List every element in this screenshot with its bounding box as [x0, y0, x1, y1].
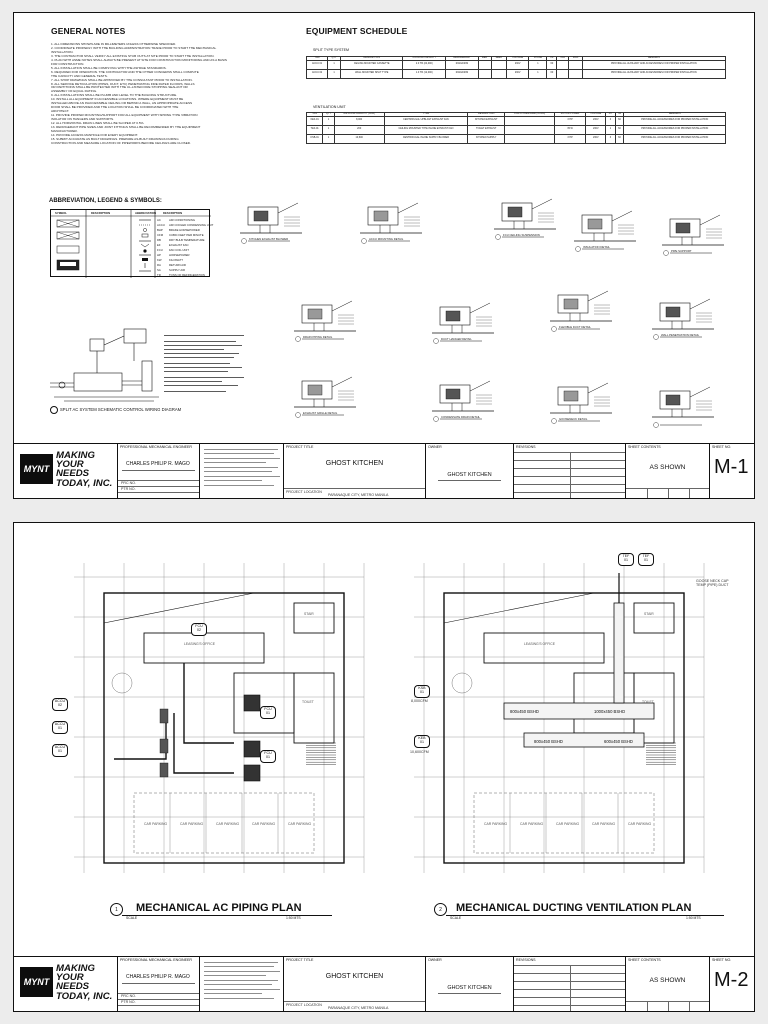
- room-label: CAR PARKING: [180, 822, 204, 826]
- detail-drawing: [360, 203, 422, 244]
- plan-right-title: MECHANICAL DUCTING VENTILATION PLAN: [456, 902, 692, 914]
- table-header-cell: REMARKS: [624, 113, 726, 117]
- plan-right-scale: 1:50 MTS: [686, 916, 701, 920]
- detail-drawing: [662, 215, 724, 256]
- tag-fcu-01-b: FCU 01: [260, 750, 276, 763]
- table-cell: CENTRIFUGAL INLINE SUPPLY BLOWER: [384, 134, 468, 143]
- general-note-item: 12. ALL HORIZONTAL DRAIN LINES SHALL BE SLOPED AT 0.5%.: [51, 121, 145, 126]
- table-cell: [505, 134, 555, 143]
- legend-description: SUPPLY AIR: [169, 268, 186, 272]
- general-note-item: ARCHITECT.: [51, 109, 70, 114]
- wiring-diagram-caption: [50, 406, 181, 414]
- table-header-cell: PH: [606, 113, 615, 117]
- sheet-contents: AS SHOWN: [649, 464, 686, 471]
- table-cell: [491, 69, 506, 78]
- slogan-line-2: YOUR: [56, 459, 84, 471]
- table-cell: 60: [615, 134, 624, 143]
- room-label: CAR PARKING: [628, 822, 652, 826]
- table-header-cell: AIR FLOW CAPACITY (CFM): [334, 113, 384, 117]
- general-note-item: ISOLATOR ON HANGERS AND SUPPORTS.: [51, 117, 114, 122]
- general-note-item: DOOR SHALL BE PROVIDED AND THE LOCATION SHALL BE COORDINATED WITH THE: [51, 105, 179, 110]
- table-row: [307, 125, 726, 134]
- plan-left-scale: 1:50 MTS: [286, 916, 301, 920]
- legend-description: TONS OF REFRIGERATION: [169, 273, 205, 277]
- table-header-cell: PHASE: [529, 57, 547, 61]
- tag-accu-02: ACCU 02: [52, 698, 68, 711]
- table-cell: WALL MOUNTED SPLIT TYPE: [340, 69, 402, 78]
- room-label: CAR PARKING: [520, 822, 544, 826]
- table-cell: 1: [328, 60, 341, 69]
- table-cell: 1: [323, 134, 334, 143]
- table-cell: 200: [334, 125, 384, 134]
- table-cell: [557, 69, 569, 78]
- table-cell: TEF-01: [307, 125, 323, 134]
- engineer-cell: [118, 444, 200, 498]
- general-note-item: MANUFACTURER.: [51, 128, 78, 133]
- legend-description: DRY BULB TEMPERATURE: [169, 238, 205, 242]
- detail-caption: ACCU MOUNTING DETAIL: [369, 237, 404, 241]
- detail-caption: WALL PENETRATION DETAIL: [661, 333, 700, 337]
- room-label: LEASING'S OFFICE: [524, 642, 555, 646]
- table-cell: PROVIDE ALL AUXILIARY AND ACCESSORIES FOR PROPER INSTALLATION: [582, 69, 725, 78]
- general-note-item: 9. ALL INSTALLATIONS SHALL BE PLUMB AND LEVEL TO THE BUILDING STRUCTURE.: [51, 93, 178, 98]
- table-header-cell: FLA: [557, 57, 569, 61]
- engineer-caption: PROFESSIONAL MECHANICAL ENGINEER: [120, 445, 193, 449]
- table-cell: 3: [606, 116, 615, 125]
- general-note-item: INSTALLATION.: [51, 49, 74, 54]
- legend-description: BRAKE HORSEPOWER: [169, 228, 200, 232]
- slogan-line-4: TODAY, INC.: [56, 477, 113, 489]
- legend-description: KILOWATT: [169, 258, 183, 262]
- company-logo-cell: [14, 957, 118, 1011]
- table-cell: [569, 60, 582, 69]
- detail-drawings-area: [232, 185, 744, 447]
- table-cell: KITCHEN EXHAUST: [468, 116, 505, 125]
- sheet-contents-cell: [626, 444, 710, 498]
- legend-abbreviation: AC: [157, 218, 161, 222]
- project-title-caption: PROJECT TITLE: [286, 445, 314, 449]
- general-note-item: 7. ALL SHOP DRAWINGS SHALL BE APPROVED BY THE CONSULTANT PRIOR TO INSTALLATION.: [51, 77, 193, 82]
- split-system-table: [306, 56, 726, 79]
- project-location-caption: PROJECT LOCATION: [286, 1003, 322, 1007]
- table-cell: 1: [323, 116, 334, 125]
- table-cell: 1: [323, 125, 334, 134]
- table-header-cell: QTY: [328, 57, 341, 61]
- duct-size-label: 800x450 BSHD: [510, 709, 539, 714]
- legend-abbreviation: TR: [157, 273, 161, 277]
- plan-right-bubble: 2: [434, 903, 447, 916]
- detail-caption: FCU CEILING SUSPENSION: [503, 233, 540, 237]
- table-cell: KSB-01: [307, 134, 323, 143]
- legend-description: RETURN AIR: [169, 263, 186, 267]
- legend-description: HORSEPOWER: [169, 253, 190, 257]
- wiring-caption-text: SPLIT AC SYSTEM SCHEMATIC CONTROL WIRING DIAGRAM: [60, 407, 182, 413]
- detail-drawing: [652, 299, 714, 340]
- detail-drawing: [550, 383, 612, 424]
- table-cell: 230V: [586, 116, 606, 125]
- table-cell: 230V: [506, 60, 529, 69]
- table-header-cell: QTY: [323, 113, 334, 117]
- detail-drawing: [240, 203, 302, 244]
- plan-right-scale-word: SCALE: [450, 916, 462, 920]
- table-cell: 230V: [586, 134, 606, 143]
- table-cell: PROVIDE ALL ACCESSORIES FOR PROPER INSTALLATION: [624, 134, 726, 143]
- duct-size-label: 800x450 BSHD: [534, 739, 563, 744]
- sheet-number: M-2: [714, 969, 749, 991]
- legend-abbreviation: RA: [157, 263, 161, 267]
- legend-abbreviation: FCU: [157, 248, 163, 252]
- table-cell: [505, 125, 555, 134]
- table-cell: 1: [529, 60, 547, 69]
- table-header-cell: EER: [478, 57, 491, 61]
- general-note-item: ASSEMBLY OF EQUAL RATING.: [51, 89, 97, 94]
- legend-col4-header: DESCRIPTION: [163, 211, 183, 215]
- title-block: [14, 443, 754, 498]
- ac-piping-plan-drawing: [74, 563, 374, 893]
- tag-accu-01: ACCU 01: [52, 721, 68, 734]
- company-logo-cell: [14, 444, 118, 498]
- engineer-name: CHARLES PHILIP R. MAGO: [126, 461, 190, 467]
- room-label: CAR PARKING: [288, 822, 312, 826]
- table-cell: R410A/R32: [446, 69, 479, 78]
- ptr-label: PTR NO.: [121, 487, 136, 491]
- table-cell: 230V: [506, 69, 529, 78]
- room-label: CAR PARKING: [556, 822, 580, 826]
- general-note-item: 3. THE CONTRACTOR SHALL VERIFY ALL EXISTING STUB OUTS AT SITE PRIOR TO START THE INSTALLATION.: [51, 53, 215, 58]
- detail-caption: FLEXIBLE DUCT DETAIL: [559, 325, 591, 329]
- general-note-item: 13. REFRIGERANT PIPE SIZES AND JOINT FITTINGS SHALL BE RECOMMENDED BY THE EQUIPMENT: [51, 125, 201, 130]
- legend-description: FAN COIL UNIT: [169, 248, 189, 252]
- revisions-caption: REVISIONS: [516, 958, 536, 962]
- company-logo: MYNT: [20, 967, 53, 997]
- legend-description: AIR COOLED CONDENSING UNIT: [169, 223, 214, 227]
- duct-size-label: 600x450 BSHD: [604, 739, 633, 744]
- detail-drawing: [294, 377, 356, 418]
- general-notes-heading: [51, 26, 125, 36]
- table-header-cell: MOTOR POWER: [554, 113, 585, 117]
- legend-abbreviation: HP: [157, 253, 161, 257]
- general-note-item: OR PARTITIONS SHALL BE PROTECTED WITH THE UL-LISTED FIRE STOPPING SEALANT OR: [51, 85, 188, 90]
- legend-abbreviation: SA: [157, 268, 161, 272]
- tag-tef-01: TEF 01: [618, 553, 634, 566]
- project-title-cell: [284, 957, 426, 1011]
- general-note-item: 6. REQUIRED FOR OPERATION. THE CONTRACTOR AND THE OTHER CONCERNS SHALL COMPUTE: [51, 69, 199, 74]
- general-note-item: 1. ALL DIMENSIONS SHOWN ARE IN MILLIMETERS UNLESS OTHERWISE SPECIFIED.: [51, 42, 177, 46]
- table-header-cell: SEER: [491, 57, 506, 61]
- table-cell: 1: [606, 125, 615, 134]
- legend-abbreviation: ACCU: [157, 223, 165, 227]
- prc-label: PRC NO.: [121, 481, 136, 485]
- engineer-caption: PROFESSIONAL MECHANICAL ENGINEER: [120, 958, 193, 962]
- ksb-cfm: 8,000CFM: [411, 699, 428, 703]
- table-cell: CENTRIFUGAL UPBLAST EXHAUST FAN: [384, 116, 468, 125]
- detail-drawing: [494, 199, 556, 240]
- table-cell: 1: [328, 69, 341, 78]
- table-cell: CEILING MOUNTED TYPE INLINE EXHAUST FAN: [384, 125, 468, 134]
- project-title: GHOST KITCHEN: [325, 460, 384, 467]
- general-notes-title-a: GENERAL: [51, 26, 96, 36]
- equipment-schedule-title: EQUIPMENT SCHEDULE: [306, 26, 408, 36]
- tag-tef-01-b: TEF 01: [638, 553, 654, 566]
- table-cell: 2.0 TR (24,000): [403, 60, 446, 69]
- sheet-number-cell: [710, 444, 755, 498]
- plan-left-bubble: 1: [110, 903, 123, 916]
- table-row: [307, 69, 726, 78]
- legend-description: AIR CONDITIONING: [169, 218, 196, 222]
- detail-caption: DRAIN PIPING DETAIL: [303, 335, 333, 339]
- detail-drawing: [652, 387, 714, 428]
- table-cell: TOILET EXHAUST: [468, 125, 505, 134]
- duct-size-label: 1000x450 BSHD: [594, 709, 626, 714]
- legend-description: CUBIC FEET PER MINUTE: [169, 233, 204, 237]
- table-cell: 3 HP: [554, 134, 585, 143]
- detail-caption: INSULATION DETAIL: [583, 245, 610, 249]
- project-title-caption: PROJECT TITLE: [286, 958, 314, 962]
- ventilation-table: [306, 112, 726, 144]
- table-row: [307, 60, 726, 69]
- table-header-cell: HZ: [615, 113, 624, 117]
- detail-drawing: [550, 291, 612, 332]
- general-note-item: 8. ALL SERVICE RETICULATION (PIPES, DUCT, ETC) PENETRATING FIRE RATED FLOORS, WALLS: [51, 81, 195, 86]
- detail-caption: EXHAUST GRILLE DETAIL: [303, 411, 338, 415]
- table-cell: R410A/R32: [446, 60, 479, 69]
- general-note-item: CONSTRUCTION AND MEASURE LOCATION OF PIPEWORKS BEFORE CEILINGS ARE CLOSED.: [51, 140, 191, 145]
- company-slogan: [56, 964, 112, 1001]
- general-note-item: THE CAPACITY AND GENERAL TESTS.: [51, 73, 108, 78]
- detail-drawing: [574, 211, 636, 252]
- floor-plan-lines: [74, 563, 364, 873]
- table-cell: [505, 116, 555, 125]
- title-block-m2: [14, 956, 754, 1011]
- detail-drawing: [432, 381, 494, 422]
- general-note-item: 10. INSTALL ALL EQUIPMENT IN ACCESSIBLE LOCATIONS. WHERE EQUIPMENT MUST BE: [51, 97, 184, 102]
- general-notes-list: [51, 43, 276, 146]
- table-cell: 1: [529, 69, 547, 78]
- plan-left-scale-word: SCALE: [126, 916, 138, 920]
- table-header-cell: TAG: [307, 113, 323, 117]
- company-slogan: [56, 451, 112, 488]
- detail-caption: KITCHEN EXHAUST BLOWER: [249, 237, 289, 241]
- sheet-contents-caption: SHEET CONTENTS: [628, 445, 661, 449]
- detail-drawing: [432, 303, 494, 344]
- room-label: LEASING'S OFFICE: [184, 642, 215, 646]
- room-label: CAR PARKING: [216, 822, 240, 826]
- general-note-item: FOR CONSTRUCTION.: [51, 61, 85, 66]
- legend-table: [50, 209, 214, 277]
- tag-fcu-01: FCU 01: [260, 706, 276, 719]
- detail-caption: PIPE SUPPORT: [671, 249, 692, 253]
- table-cell: KEF-01: [307, 116, 323, 125]
- table-header-cell: MCA: [569, 57, 582, 61]
- legend-col2-header: DESCRIPTION: [91, 211, 111, 215]
- stamp-text-lines: [200, 444, 284, 499]
- owner-cell: [426, 444, 514, 498]
- slogan-line-2: YOUR: [56, 972, 84, 984]
- detail-caption: DUCT HANGER DETAIL: [441, 337, 472, 341]
- room-label: CAR PARKING: [592, 822, 616, 826]
- room-label: CAR PARKING: [144, 822, 168, 826]
- room-label: STAIR: [304, 612, 314, 616]
- room-label: STAIR: [644, 612, 654, 616]
- sheet-no-caption: SHEET NO.: [712, 445, 732, 449]
- project-location-caption: PROJECT LOCATION: [286, 490, 322, 494]
- gooseneck-note: GOOSE NECK CAP TEMP (PIPE) DUCT: [696, 579, 729, 587]
- table-cell: 35 W: [554, 125, 585, 134]
- stamp-text-lines: [200, 957, 284, 1012]
- owner-caption: OWNER: [428, 958, 442, 962]
- owner-cell: [426, 957, 514, 1011]
- table-cell: KITCHEN SUPPLY: [468, 134, 505, 143]
- floor-plan-lines: [414, 563, 704, 873]
- room-label: CAR PARKING: [484, 822, 508, 826]
- general-notes-title-b: NOTES: [95, 26, 126, 36]
- general-note-item: 4. PLAN WITH ASME NOTES SHALL ALWAYS BE PRESENT AT SITE FOR CONSTRUCTION MONITORING AND AS A BASIS: [51, 57, 227, 62]
- table-cell: CEILING MOUNTED CASSETTE: [340, 60, 402, 69]
- table-cell: [478, 69, 491, 78]
- legend-abbreviation: DB: [157, 238, 161, 242]
- legend-description: EXHAUST FAN: [169, 243, 189, 247]
- legend-abbreviation: KW: [157, 258, 162, 262]
- table-header-cell: TAG: [307, 57, 328, 61]
- table-cell: PROVIDE ALL ACCESSORIES FOR PROPER INSTALLATION: [624, 125, 726, 134]
- drawing-sheet-m1: [13, 12, 755, 499]
- sheet-contents-cell: [626, 957, 710, 1011]
- stamp-cell: [200, 957, 284, 1011]
- general-note-item: 14. PROVIDE ACCESS MANHOLE FOR EVERY EQUIPMENT.: [51, 132, 139, 137]
- general-note-item: 2. COORDINATE PROPERLY WITH THE BUILDING ADMINISTRATION TRADE PRIOR TO START THE MECHANICAL: [51, 45, 217, 50]
- table-cell: 60: [615, 116, 624, 125]
- slogan-line-1: MAKING: [56, 450, 95, 461]
- revisions-cell: [514, 957, 626, 1011]
- detail-drawing: [294, 301, 356, 342]
- table-header-cell: DESCRIPTION: [340, 57, 402, 61]
- legend-abbreviation: CFM: [157, 233, 164, 237]
- tag-ksb-01: KSB 01: [414, 685, 430, 698]
- keb-cfm: 10,600CFM: [410, 750, 429, 754]
- table-cell: 3 HP: [554, 116, 585, 125]
- room-label: CAR PARKING: [252, 822, 276, 826]
- detail-bubble-icon: [50, 406, 58, 414]
- table-cell: 3: [606, 134, 615, 143]
- general-note-item: 5. ALL INSTALLATION SHALL BE COMPLYING WITH THE ASHRAE STANDARDS.: [51, 65, 167, 70]
- tag-keb-01: KEB 01: [414, 735, 430, 748]
- table-cell: PROVIDE ALL ACCESSORIES FOR PROPER INSTALLATION: [624, 116, 726, 125]
- project-title-cell: [284, 444, 426, 498]
- table-cell: 8,000: [334, 116, 384, 125]
- tag-accu-01-b: ACCU 01: [52, 744, 68, 757]
- general-note-item: INSTALLED ABOVE AN INACCESSIBLE CEILING OR BEHIND A WALL, AN APPROPRIATE ACCESS: [51, 101, 193, 106]
- detail-caption: GOOSENECK DETAIL: [559, 417, 588, 421]
- ventilation-caption: VENTILATION UNIT: [313, 105, 346, 109]
- drawing-sheet-m2: [13, 522, 755, 1012]
- slogan-line-4: TODAY, INC.: [56, 990, 113, 1002]
- sheet-contents: AS SHOWN: [649, 977, 686, 984]
- table-header-cell: VOLTAGE: [586, 113, 606, 117]
- table-cell: [557, 60, 569, 69]
- split-system-caption: SPLIT TYPE SYSTEM: [313, 48, 350, 52]
- legend-col3-header: ABBREVIATION: [135, 211, 157, 215]
- room-label: TOILET: [302, 700, 314, 704]
- table-header-cell: TYPE: [384, 113, 468, 117]
- table-row: [307, 116, 726, 125]
- sheet-number: M-1: [714, 456, 749, 478]
- table-cell: 60: [615, 125, 624, 134]
- legend-col1-header: SYMBOL: [55, 211, 67, 215]
- table-header-cell: REMARKS: [582, 57, 725, 61]
- engineer-name: CHARLES PHILIP R. MAGO: [126, 974, 190, 980]
- table-cell: 60: [547, 69, 557, 78]
- project-title: GHOST KITCHEN: [325, 973, 384, 980]
- owner-name: GHOST KITCHEN: [447, 472, 492, 478]
- table-cell: ACCU 01: [307, 60, 328, 69]
- ptr-label: PTR NO.: [121, 1000, 136, 1004]
- table-header-cell: DESCRIPTION: [468, 113, 505, 117]
- general-note-item: 11. PROVIDE PROPER MOUNTING/SUPPORT FOR ALL EQUIPMENT WITH SPRING TYPE VIBRATION: [51, 113, 198, 118]
- room-label: TOILET: [642, 700, 654, 704]
- table-header-cell: REFRIGERANT: [446, 57, 479, 61]
- stamp-cell: [200, 444, 284, 498]
- table-header-cell: VOLTAGE: [506, 57, 529, 61]
- table-row: [307, 134, 726, 143]
- table-cell: 230V: [586, 125, 606, 134]
- project-location: PARANAQUE CITY, METRO MANILA: [328, 493, 389, 497]
- table-cell: PROVIDE ALL AUXILIARY AND ACCESSORIES FOR PROPER INSTALLATION: [582, 60, 725, 69]
- legend-abbreviation: BHP: [157, 228, 163, 232]
- table-cell: ACCU 02: [307, 69, 328, 78]
- owner-name: GHOST KITCHEN: [447, 985, 492, 991]
- revisions-cell: [514, 444, 626, 498]
- slogan-line-3: NEEDS: [56, 468, 90, 480]
- table-header-cell: HZ: [547, 57, 557, 61]
- sheet-number-cell: [710, 957, 755, 1011]
- prc-label: PRC NO.: [121, 994, 136, 998]
- table-cell: 10,600: [334, 134, 384, 143]
- abbreviation-title: ABBREVIATION, LEGEND & SYMBOLS:: [49, 198, 162, 204]
- engineer-cell: [118, 957, 200, 1011]
- owner-caption: OWNER: [428, 445, 442, 449]
- table-cell: [491, 60, 506, 69]
- slogan-line-1: MAKING: [56, 963, 95, 974]
- plan-left-title: MECHANICAL AC PIPING PLAN: [136, 902, 302, 914]
- ducting-ventilation-plan-drawing: [414, 563, 714, 893]
- general-note-item: 15. SUBMIT ACCURATE AS BUILT DRAWINGS. PREPARE AS-BUILT DRAWINGS DURING: [51, 136, 179, 141]
- legend-abbreviation: EF: [157, 243, 161, 247]
- table-cell: [478, 60, 491, 69]
- table-header-cell: COOLING CAPACITY: [403, 57, 446, 61]
- table-header-cell: STATIC PRESSURE (IN WG): [505, 113, 555, 117]
- table-cell: 60: [547, 60, 557, 69]
- project-location: PARANAQUE CITY, METRO MANILA: [328, 1006, 389, 1010]
- slogan-line-3: NEEDS: [56, 981, 90, 993]
- sheet-contents-caption: SHEET CONTENTS: [628, 958, 661, 962]
- table-cell: 1.0 TR (12,000): [403, 69, 446, 78]
- revisions-caption: REVISIONS: [516, 445, 536, 449]
- sheet-no-caption: SHEET NO.: [712, 958, 732, 962]
- tag-fcu-02: FCU 02: [191, 623, 207, 636]
- company-logo: MYNT: [20, 454, 53, 484]
- table-cell: [569, 69, 582, 78]
- detail-caption: CONDENSATE DRAIN DETAIL: [441, 415, 481, 419]
